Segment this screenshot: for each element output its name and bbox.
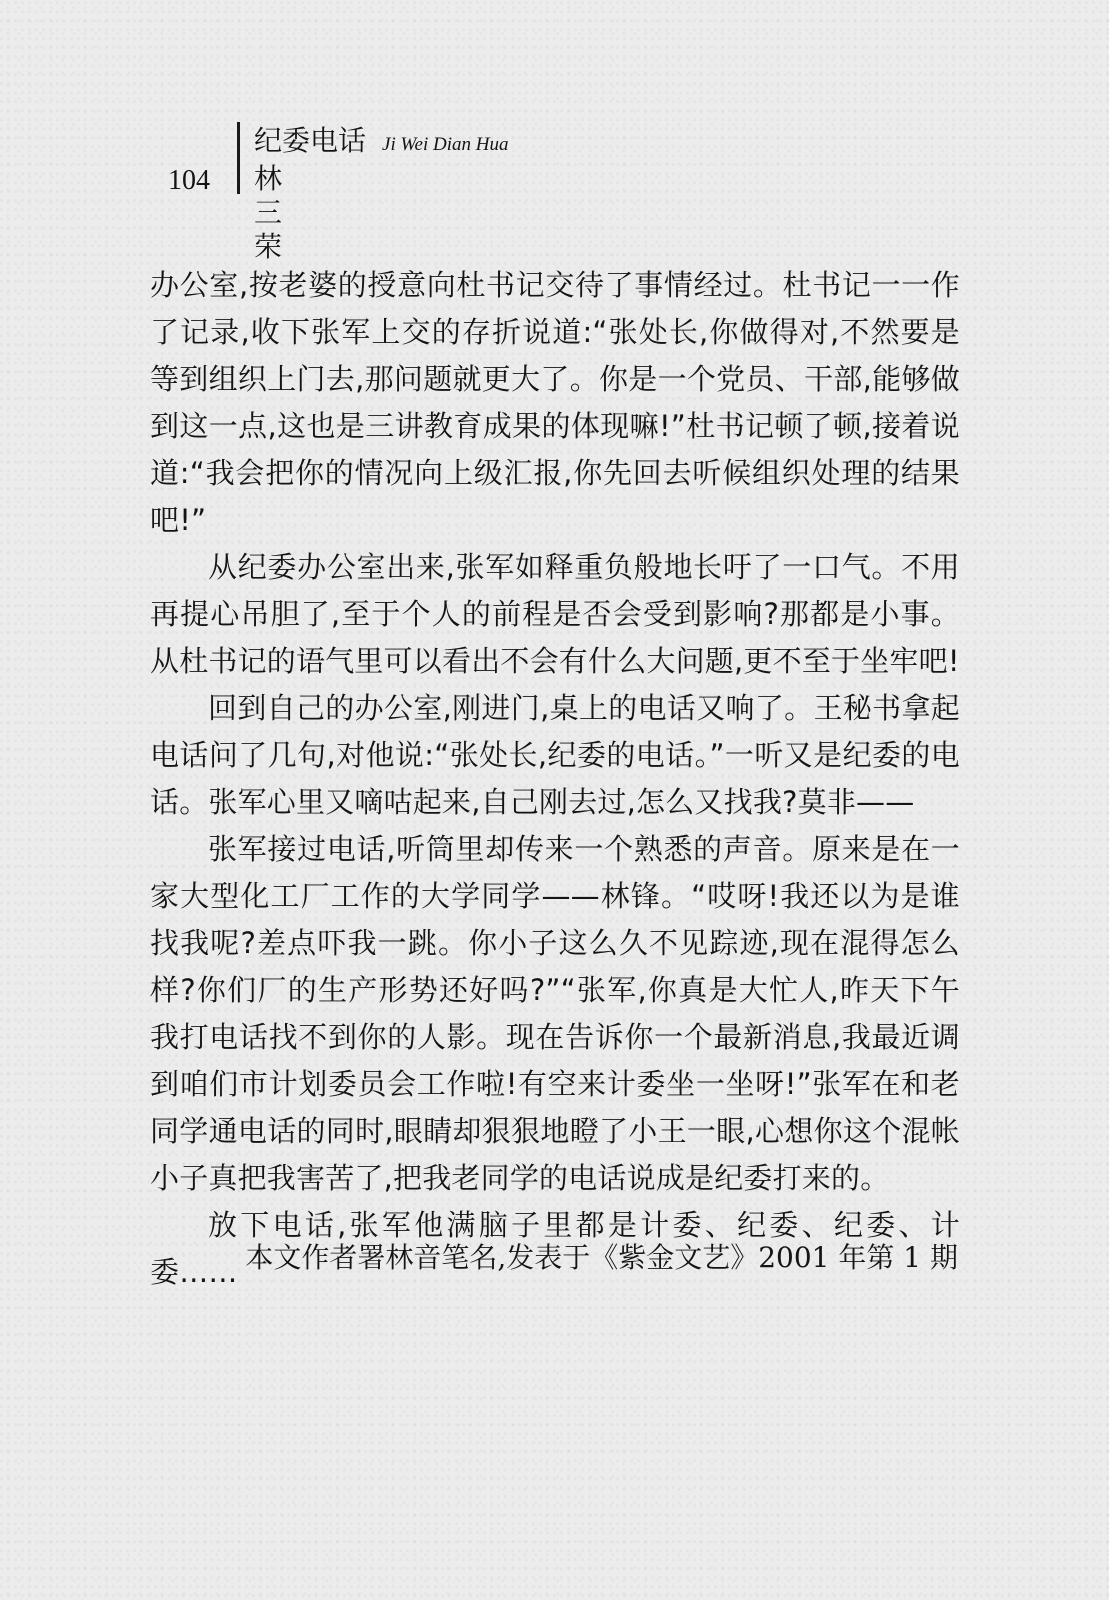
paragraph: 张军接过电话,听筒里却传来一个熟悉的声音。原来是在一家大型化工厂工作的大学同学——林锋。“哎呀!我还以为是谁找我呢?差点吓我一跳。你小子这么久不见踪迹,现在混得怎么样?你们厂的生产形势还好吗?”“张军,你真是大忙人,昨天下午我打电话找不到你的人影。现在告诉你一个最新消息,我最近调到咱们市计划委员会工作啦!有空来计委坐一坐呀!”张军在和老同学通电话的同时,眼睛却狠狠地瞪了小王一眼,心想你这个混帐小子真把我害苦了,把我老同学的电话说成是纪委打来的。 (150, 832, 960, 1195)
author-name: 林三荣 (254, 162, 283, 263)
header-divider (237, 122, 240, 194)
paragraph-continued: 办公室,按老婆的授意向杜书记交待了事情经过。杜书记一一作了记录,收下张军上交的存折说道:“张处长,你做得对,不然要是等到组织上门去,那问题就更大了。你是一个党员、干部,能够做到这一点,这也是三讲教育成果的体现嘛!”杜书记顿了顿,接着说道:“我会把你的情况向上级汇报,你先回去听候组织处理的结果吧!” (150, 268, 960, 537)
page-number: 104 (168, 165, 210, 196)
article-title-pinyin: Ji Wei Dian Hua (382, 134, 509, 155)
paragraph: 回到自己的办公室,刚进门,桌上的电话又响了。王秘书拿起电话问了几句,对他说:“张处长,纪委的电话。”一听又是纪委的电话。张军心里又嘀咕起来,自己刚去过,怎么又找我?莫非—— (150, 691, 960, 819)
article-title: 纪委电话 (254, 124, 367, 157)
publication-note: 本文作者署林音笔名,发表于《紫金文艺》2001 年第 1 期 (245, 1241, 958, 1274)
title-line (254, 124, 509, 158)
article-body (150, 262, 960, 1296)
paragraph: 从纪委办公室出来,张军如释重负般地长吁了一口气。不用再提心吊胆了,至于个人的前程是否会受到影响?那都是小事。从杜书记的语气里可以看出不会有什么大问题,更不至于坐牢吧! (150, 550, 960, 678)
paragraph: 放下电话,张军他满脑子里都是计委、纪委、纪委、计委…… (150, 1208, 960, 1289)
